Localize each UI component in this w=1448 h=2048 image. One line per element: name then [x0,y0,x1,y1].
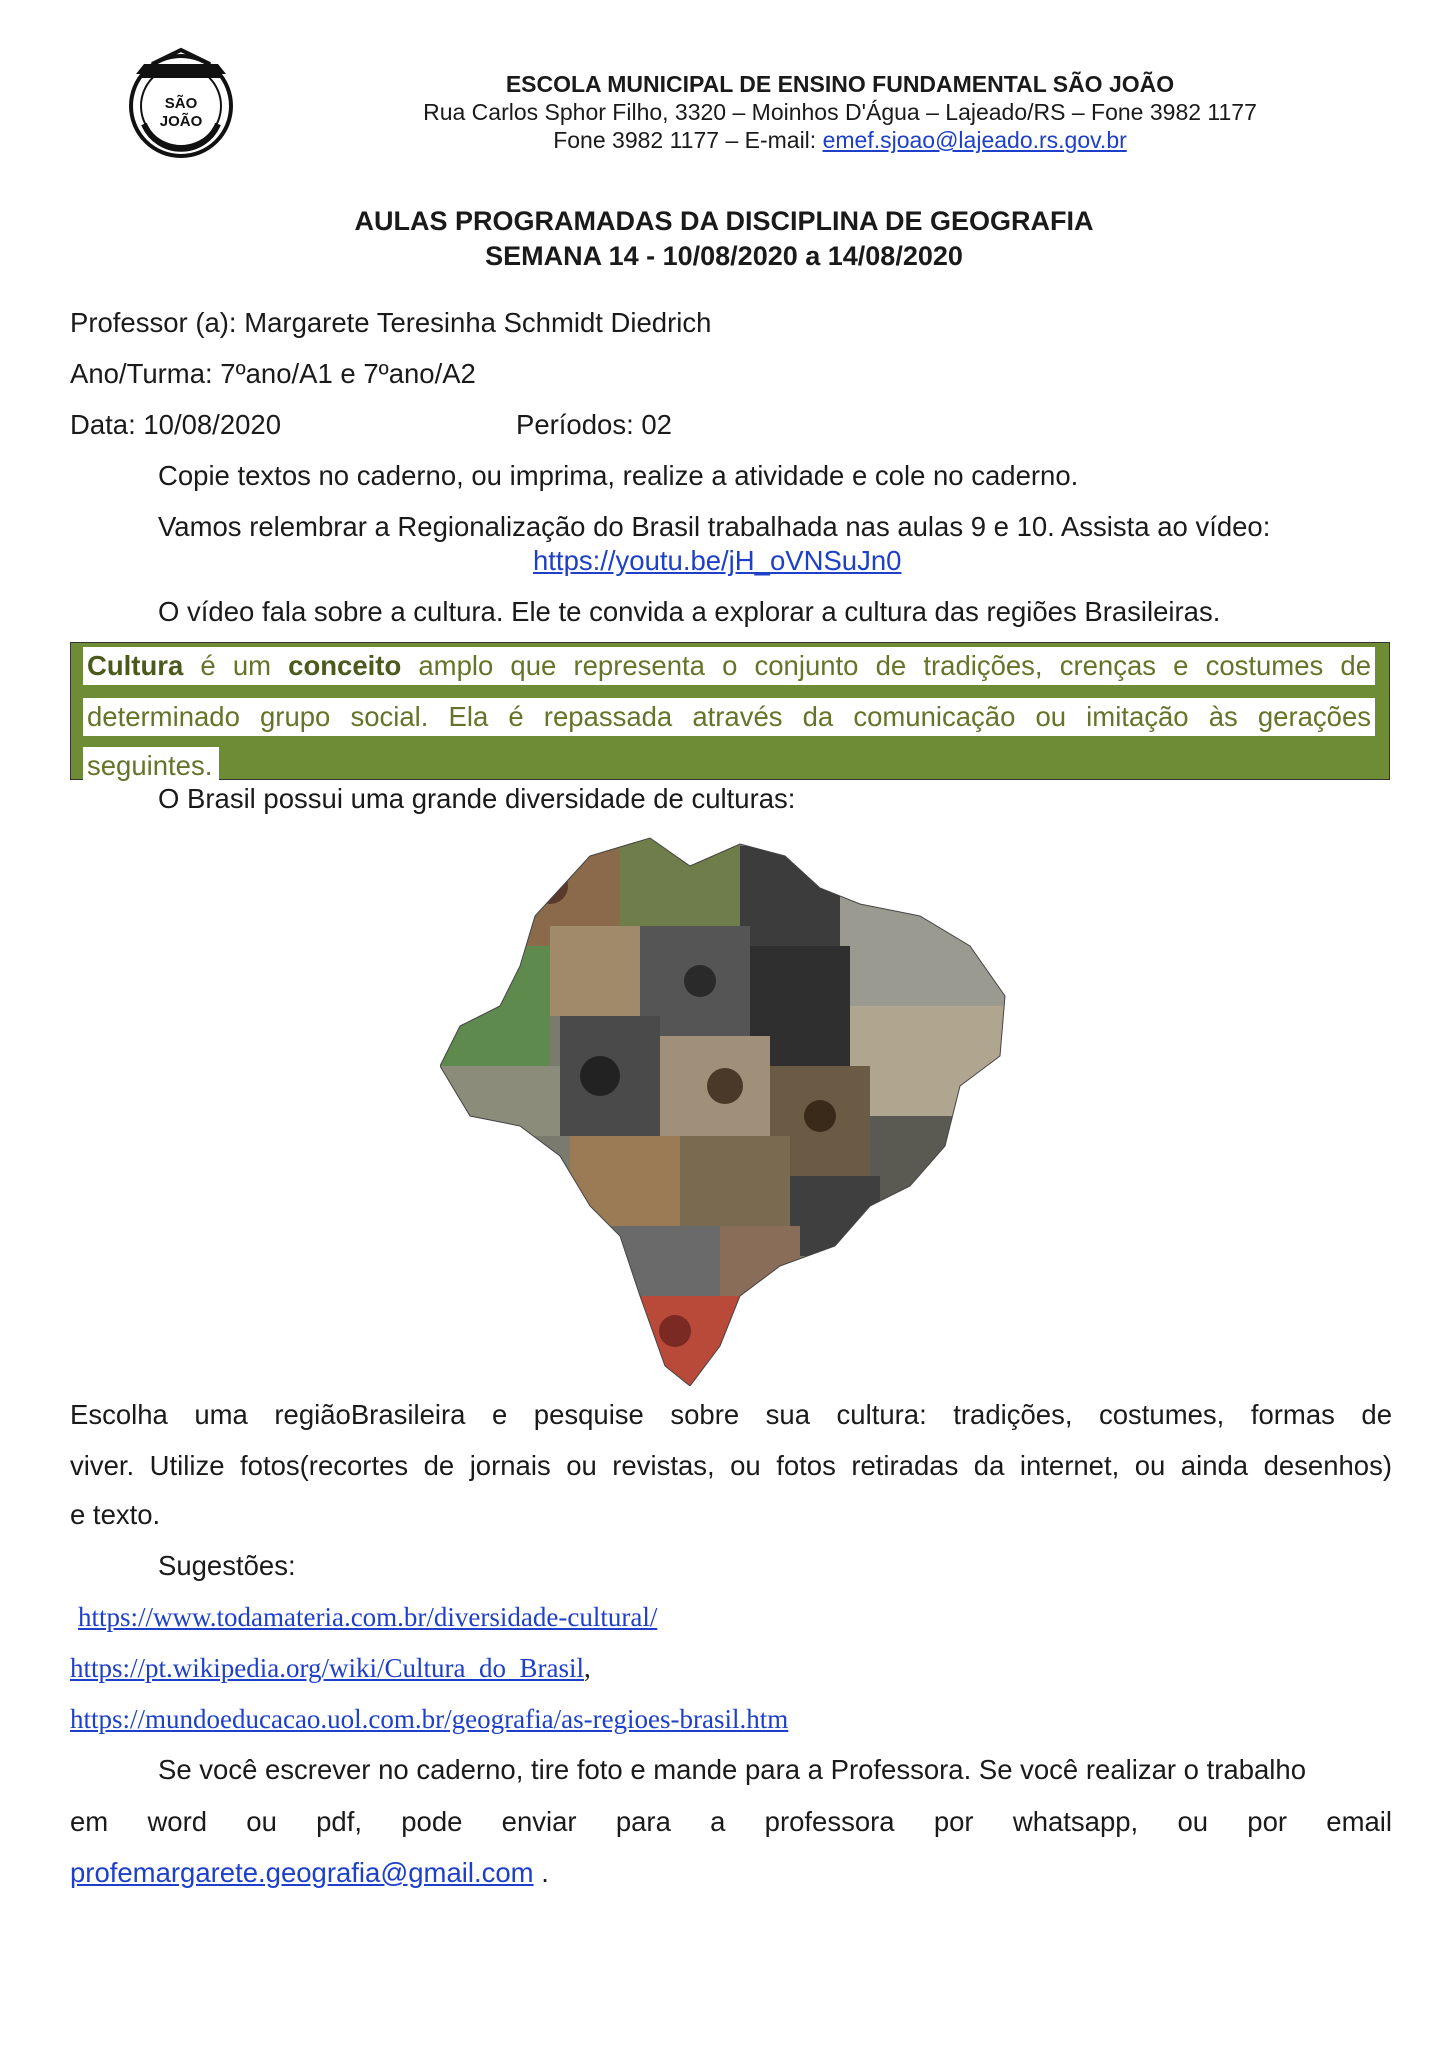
link-todamateria[interactable]: https://www.todamateria.com.br/diversidade-cultural/ [78,1602,658,1632]
turma-line: Ano/Turma: 7ºano/A1 e 7ºano/A2 [70,358,476,389]
periods-line: Períodos: 02 [516,409,672,440]
logo-text-bottom: JOÃO [159,113,203,130]
link-mundoeducacao[interactable]: https://mundoeducacao.uol.com.br/geografia/as-regioes-brasil.htm [70,1704,789,1734]
final-period: . [533,1857,549,1888]
definition-text-a: é um [183,650,289,681]
final-line-1: Se você escrever no caderno, tire foto e mande para a Professora. Se você realizar o trabalho [158,1754,1306,1785]
activity-line-3: e texto. [70,1499,161,1530]
term-cultura: Cultura [87,650,184,681]
instruction-copy: Copie textos no caderno, ou imprima, realize a atividade e cole no caderno. [158,460,1079,491]
teacher-email-link[interactable]: profemargarete.geografia@gmail.com [70,1857,534,1888]
phone-prefix: Fone 3982 1177 – E-mail: [553,127,823,153]
video-link[interactable]: https://youtu.be/jH_oVNSuJn0 [533,545,902,576]
school-header [370,70,1310,154]
culture-definition-box [70,642,1390,780]
definition-text-b: amplo que representa o conjunto de tradições, crenças e costumes de [401,650,1371,681]
video-description: O vídeo fala sobre a cultura. Ele te convida a explorar a cultura das regiões Brasileiras. [158,596,1221,627]
suggestions-label: Sugestões: [158,1550,296,1581]
link-wikipedia[interactable]: https://pt.wikipedia.org/wiki/Cultura_do_Brasil [70,1653,584,1683]
activity-line-2: viver. Utilize fotos(recortes de jornais ou revistas, ou fotos retiradas da internet, ou ainda desenhos) [70,1450,1392,1481]
term-conceito: conceito [288,650,402,681]
definition-line-2: determinado grupo social. Ela é repassada através da comunicação ou imitação às gerações [83,698,1375,736]
school-address: Rua Carlos Sphor Filho, 3320 – Moinhos D'Água – Lajeado/RS – Fone 3982 1177 [423,99,1257,125]
school-logo [122,44,240,162]
definition-line-1 [83,647,1375,685]
date-line: Data: 10/08/2020 [70,409,282,440]
diversity-intro: O Brasil possui uma grande diversidade de culturas: [158,783,796,814]
doc-title: AULAS PROGRAMADAS DA DISCIPLINA DE GEOGRAFIA [354,206,1094,236]
final-line-3 [70,1856,549,1890]
logo-text-top: SÃO [164,95,198,112]
link-wikipedia-line [70,1651,591,1685]
link-wikipedia-comma: , [583,1653,591,1683]
activity-line-1: Escolha uma regiãoBrasileira e pesquise sobre sua cultura: tradições, costumes, formas de [70,1399,1392,1430]
school-email-link[interactable]: emef.sjoao@lajeado.rs.gov.br [822,127,1127,153]
school-name: ESCOLA MUNICIPAL DE ENSINO FUNDAMENTAL SÃO JOÃO [505,71,1175,97]
brazil-culture-map-image [440,826,1010,1386]
final-line-2: em word ou pdf, pode enviar para a professora por whatsapp, ou por email [70,1806,1392,1837]
school-contact [370,126,1310,154]
instruction-video: Vamos relembrar a Regionalização do Brasil trabalhada nas aulas 9 e 10. Assista ao vídeo: [158,511,1271,542]
professor-line: Professor (a): Margarete Teresinha Schmidt Diedrich [70,307,712,338]
definition-line-3: seguintes. [83,747,219,785]
doc-subtitle: SEMANA 14 - 10/08/2020 a 14/08/2020 [485,241,963,271]
